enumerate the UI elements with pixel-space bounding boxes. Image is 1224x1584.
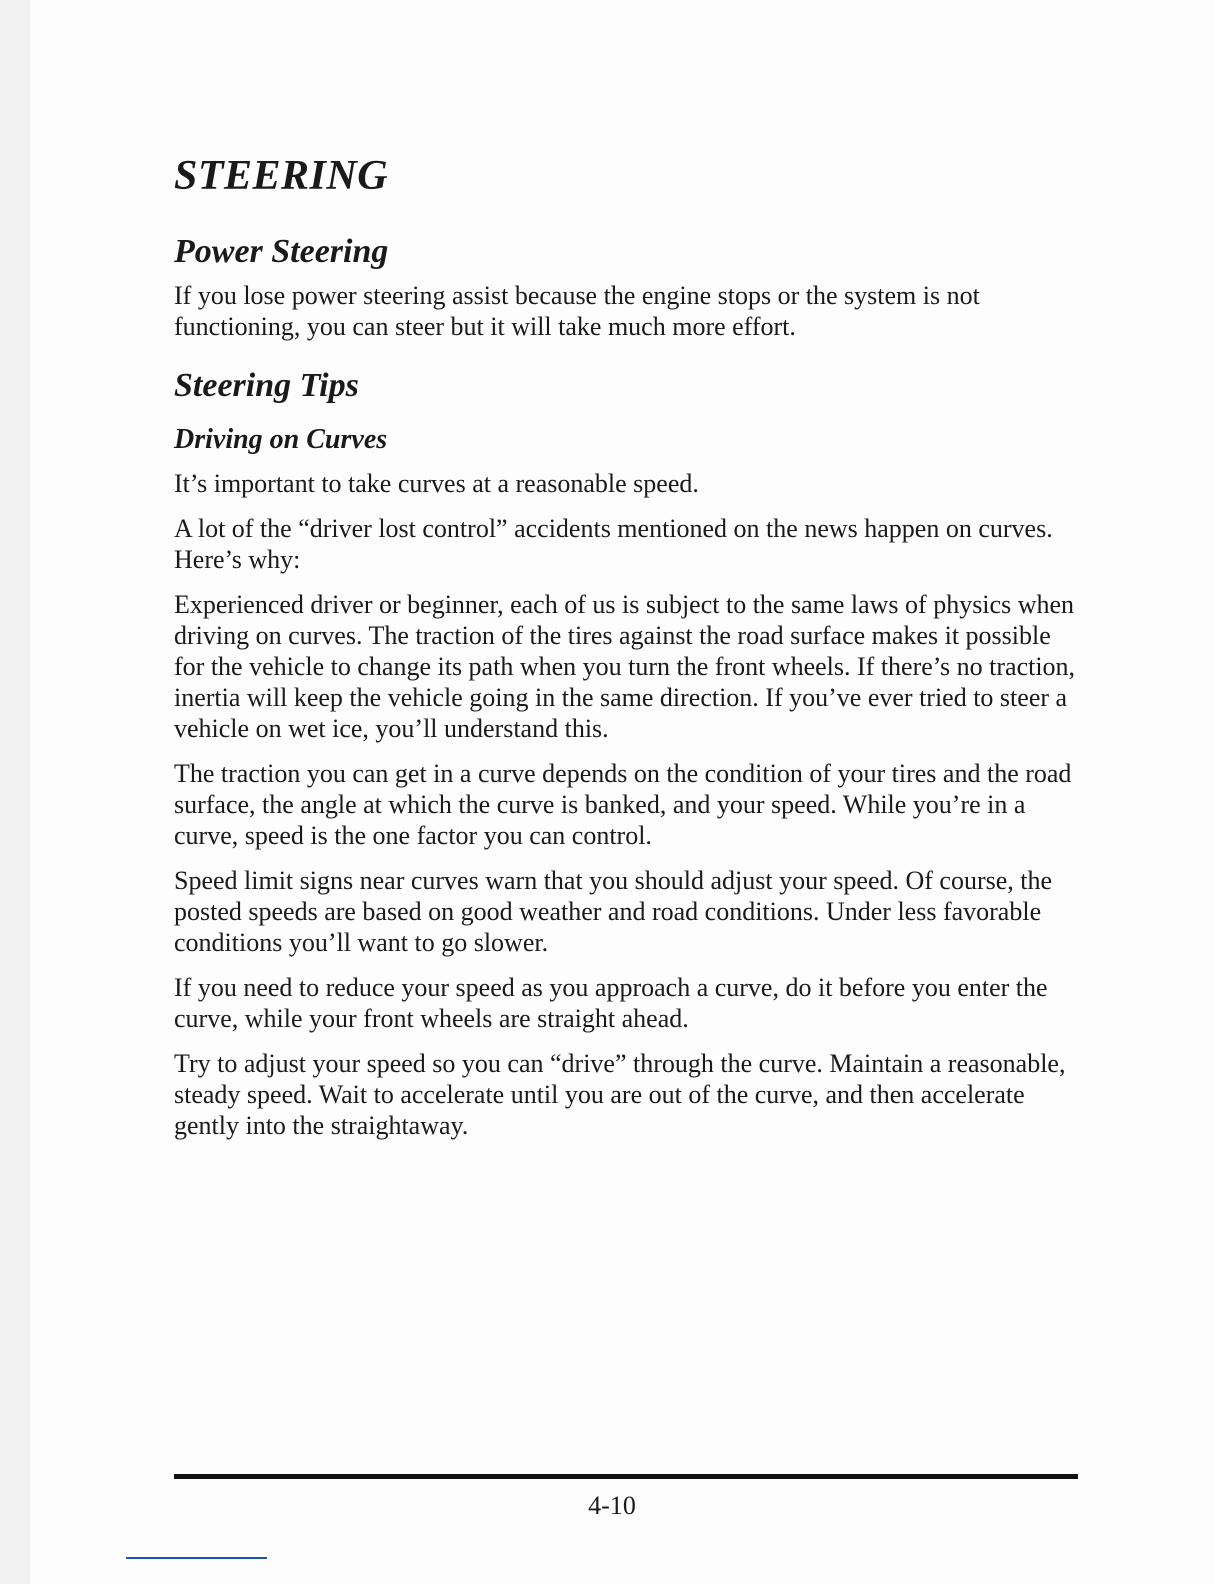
paragraph: Speed limit signs near curves warn that you should adjust your speed. Of course, the posted speeds are based on good weather and road conditions. Under less favorable conditions you’ll want to go slower. — [174, 866, 1053, 957]
paragraph: The traction you can get in a curve depends on the condition of your tires and the road surface, the angle at which the curve is banked, and your speed. While you’re in a curve, speed is the one factor you can control. — [174, 759, 1072, 850]
paragraph: A lot of the “driver lost control” accidents mentioned on the news happen on curves. Here’s why: — [174, 514, 1053, 574]
section-heading-power-steering: Power Steering — [174, 233, 389, 270]
footer-link-underline — [126, 1557, 267, 1559]
paragraph: It’s important to take curves at a reasonable speed. — [174, 469, 699, 498]
subheading-driving-on-curves: Driving on Curves — [174, 424, 388, 455]
page-number: 4-10 — [588, 1491, 636, 1520]
page-content — [174, 150, 1084, 1155]
paragraph: Try to adjust your speed so you can “drive” through the curve. Maintain a reasonable, steady speed. Wait to accelerate until you are out of the curve, and then accelerate gently into the straightaway. — [174, 1049, 1066, 1140]
page-title: STEERING — [174, 153, 389, 199]
section-heading-steering-tips: Steering Tips — [174, 367, 359, 404]
paragraph: If you need to reduce your speed as you approach a curve, do it before you enter the curve, while your front wheels are straight ahead. — [174, 973, 1048, 1033]
paragraph: If you lose power steering assist because the engine stops or the system is not functioning, you can steer but it will take much more effort. — [174, 281, 980, 341]
paragraph: Experienced driver or beginner, each of us is subject to the same laws of physics when driving on curves. The traction of the tires against the road surface makes it possible for the vehicle to change its path when you turn the front wheels. If there’s no traction, inertia will keep the vehicle going in the same direction. If you’ve ever tried to steer a vehicle on wet ice, you’ll understand this. — [174, 590, 1076, 743]
page-margin-shade — [0, 0, 30, 1584]
footer-rule — [174, 1474, 1078, 1479]
